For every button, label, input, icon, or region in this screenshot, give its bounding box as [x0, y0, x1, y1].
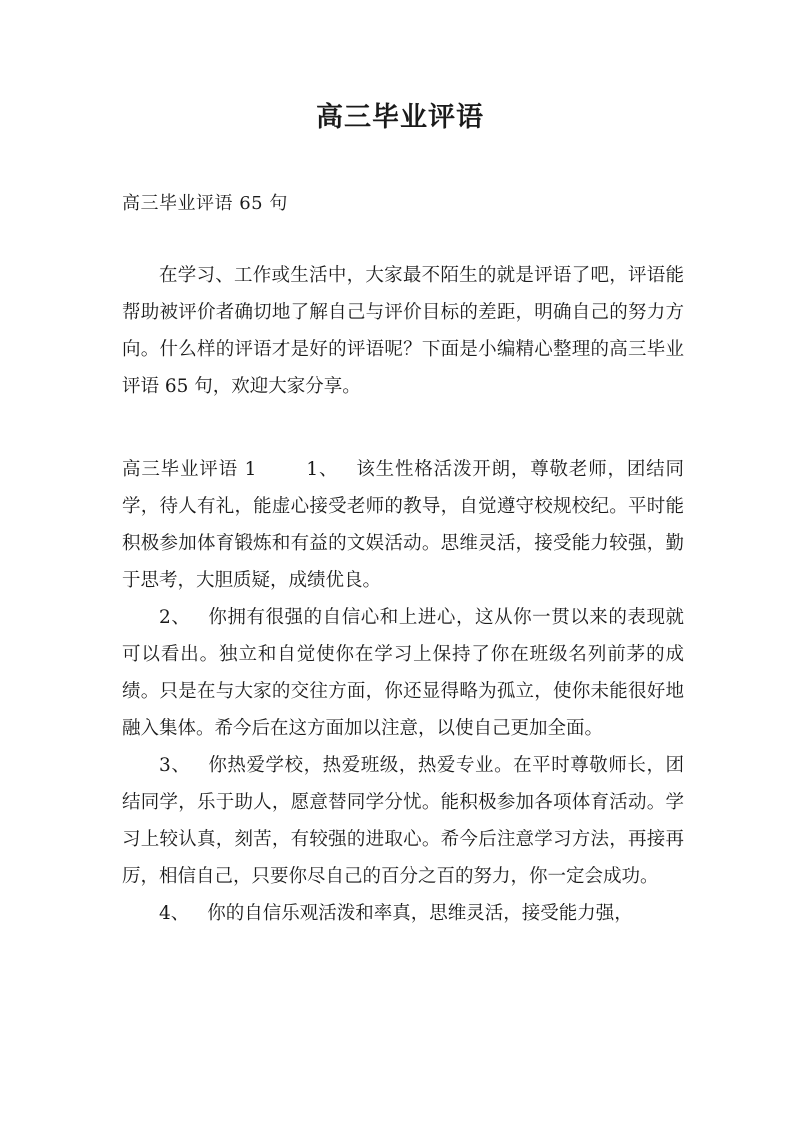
document-title: 高三毕业评语 [316, 102, 484, 133]
item-number: 1、 [306, 459, 339, 480]
intro-section [122, 257, 684, 405]
item-number: 2、 [159, 607, 191, 628]
list-item [122, 599, 684, 747]
list-item [122, 747, 684, 895]
list-item [122, 895, 684, 932]
item-text: 该生性格活泼开朗，尊敬老师，团结同学，待人有礼，能虚心接受老师的教导，自觉遵守校规校纪。平时能积极参加体育锻炼和有益的文娱活动。思维灵活，接受能力较强，勤于思考，大胆质疑，成绩优良。 [122, 459, 684, 591]
item-text: 你拥有很强的自信心和上进心，这从你一贯以来的表现就可以看出。独立和自觉使你在学习上保持了你在班级名列前茅的成绩。只是在与大家的交往方面，你还显得略为孤立，使你未能很好地融入集体。希今后在这方面加以注意，以使自己更加全面。 [122, 607, 684, 739]
document-subtitle: 高三毕业评语 65 句 [122, 193, 288, 214]
comments-list [122, 451, 684, 932]
intro-paragraph: 在学习、工作或生活中，大家最不陌生的就是评语了吧，评语能帮助被评价者确切地了解自己与评价目标的差距，明确自己的努力方向。什么样的评语才是好的评语呢？下面是小编精心整理的高三毕业评语 65 句，欢迎大家分享。 [122, 265, 684, 397]
item-number: 3、 [159, 755, 191, 776]
item-text: 你的自信乐观活泼和率真，思维灵活，接受能力强， [207, 903, 633, 924]
item-text: 你热爱学校，热爱班级，热爱专业。在平时尊敬师长，团结同学，乐于助人，愿意替同学分忧。能积极参加各项体育活动。学习上较认真，刻苦，有较强的进取心。希今后注意学习方法，再接再厉，相信自己，只要你尽自己的百分之百的努力，你一定会成功。 [122, 755, 684, 887]
list-item [122, 451, 684, 599]
item-number: 4、 [159, 903, 190, 924]
section-label: 高三毕业评语 1 [122, 459, 257, 480]
